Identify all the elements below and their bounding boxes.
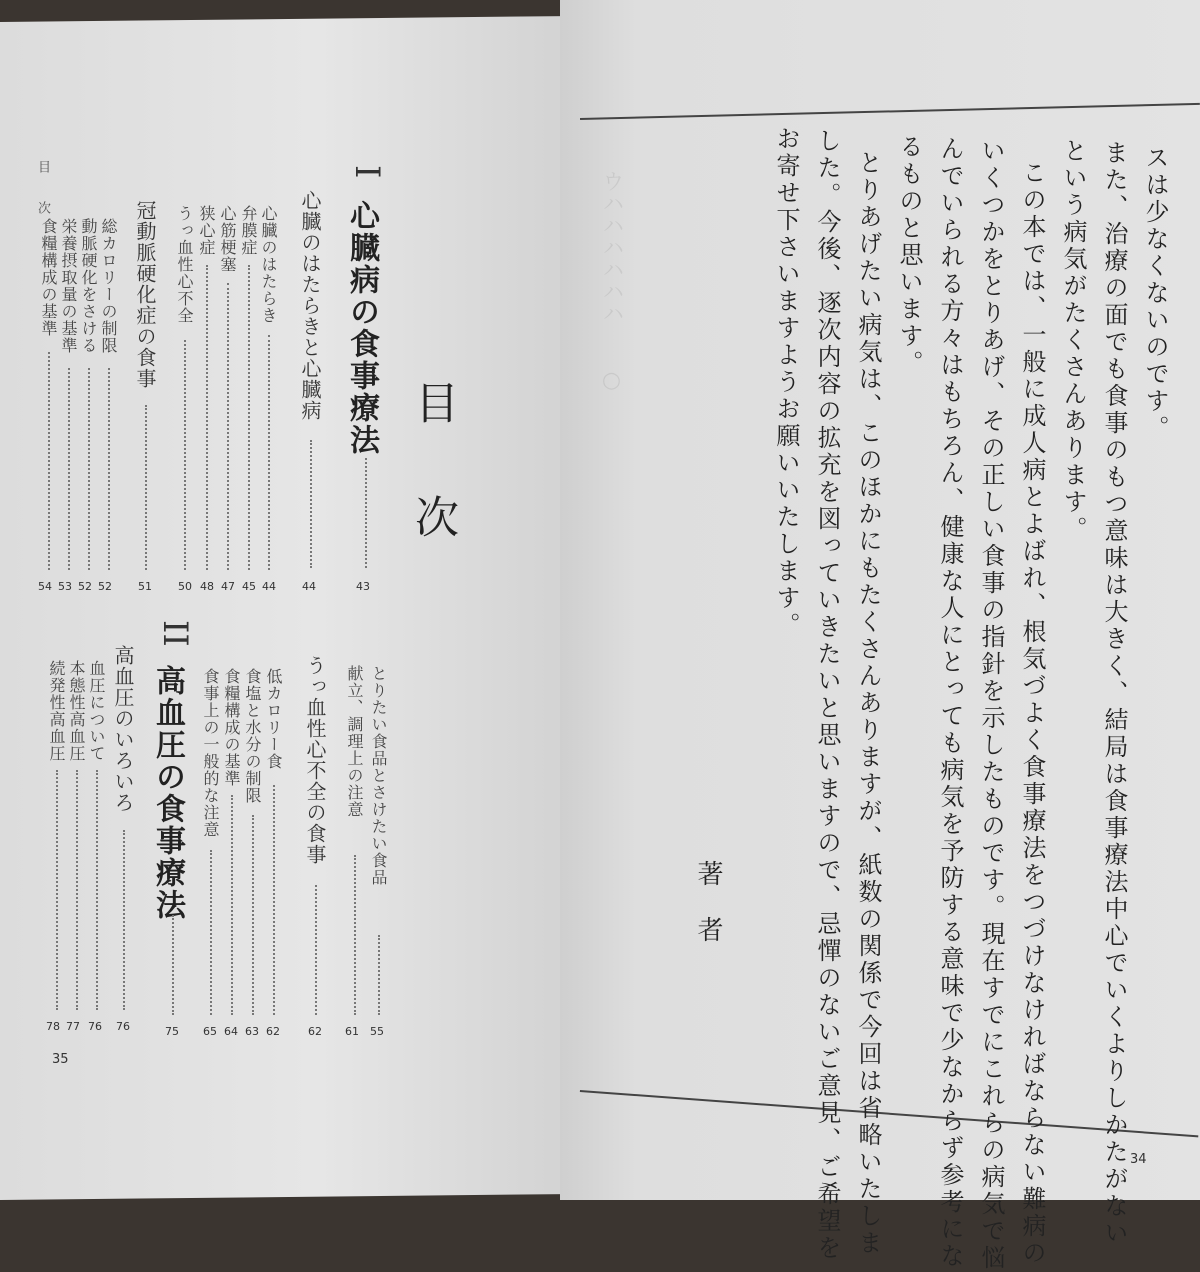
left-page-number: 35 bbox=[52, 1052, 69, 1067]
toc-item: 食事上の一般的な注意 bbox=[201, 668, 220, 838]
leader bbox=[315, 885, 317, 1015]
toc-title: 目次 bbox=[407, 380, 458, 608]
body-line: とりあげたい病気は、このほかにもたくさんありますが、紙数の関係で今回は省略いたしま bbox=[854, 150, 882, 1257]
leader bbox=[231, 795, 233, 1015]
toc-item: 食塩と水分の制限 bbox=[243, 668, 262, 804]
leader bbox=[273, 785, 275, 1015]
toc-item: 本態性高血圧 bbox=[67, 660, 86, 762]
toc-item: 血圧について bbox=[87, 660, 106, 762]
toc-item: 狭心症 bbox=[197, 205, 216, 256]
leader bbox=[48, 352, 50, 570]
leader bbox=[354, 855, 356, 1015]
left-page bbox=[0, 16, 578, 1200]
leader bbox=[145, 405, 147, 570]
page-number: 76 bbox=[116, 1020, 130, 1033]
page-number: 48 bbox=[200, 580, 214, 593]
page-number: 62 bbox=[266, 1025, 280, 1038]
leader bbox=[227, 283, 229, 570]
page-number: 64 bbox=[224, 1025, 238, 1038]
right-page-number: 34 bbox=[1130, 1152, 1147, 1167]
toc-item: 献立、調理上の注意 bbox=[345, 665, 364, 818]
body-line: スは少なくないのです。 bbox=[1141, 145, 1169, 442]
section-chf-diet: うっ血性心不全の食事 bbox=[303, 655, 327, 865]
page-number: 62 bbox=[308, 1025, 322, 1038]
page-number: 45 bbox=[242, 580, 256, 593]
section-coronary: 冠動脈硬化症の食事 bbox=[133, 200, 157, 389]
body-line: という病気がたくさんあります。 bbox=[1059, 138, 1087, 543]
body-line: んでいられる方々はもちろん、健康な人にとっても病気を予防する意味で少なからず参考にな bbox=[936, 136, 964, 1270]
toc-item: うっ血性心不全 bbox=[175, 205, 194, 324]
leader bbox=[310, 440, 312, 568]
page-number: 52 bbox=[98, 580, 112, 593]
part2-title: 高血圧の食事療法 bbox=[150, 665, 185, 921]
page-number: 76 bbox=[88, 1020, 102, 1033]
section-hypertension-types: 高血圧のいろいろ bbox=[111, 645, 135, 813]
body-line: いくつかをとりあげ、その正しい食事の指針を示したものです。現在すでにこれらの病気で悩 bbox=[977, 138, 1005, 1272]
leader bbox=[123, 830, 125, 1010]
leader bbox=[68, 368, 70, 570]
page-number: 78 bbox=[46, 1020, 60, 1033]
toc-item: 弁膜症 bbox=[239, 205, 258, 256]
body-line: した。今後、逐次内容の拡充を図っていきたいと思いますので、忌憚のないご意見、ご希望を bbox=[813, 128, 841, 1262]
leader bbox=[210, 850, 212, 1015]
part2-page: 75 bbox=[165, 1025, 179, 1038]
page-number: 54 bbox=[38, 580, 52, 593]
leader bbox=[252, 815, 254, 1015]
page-number: 50 bbox=[178, 580, 192, 593]
leader bbox=[248, 265, 250, 570]
toc-item: 食糧構成の基準 bbox=[222, 668, 241, 787]
toc-item: 動脈硬化をさける bbox=[79, 218, 98, 354]
page-number: 77 bbox=[66, 1020, 80, 1033]
leader bbox=[268, 335, 270, 570]
leader bbox=[88, 368, 90, 570]
page-number: 63 bbox=[245, 1025, 259, 1038]
page-number: 51 bbox=[138, 580, 152, 593]
leader bbox=[184, 340, 186, 570]
leader bbox=[206, 265, 208, 570]
show-through-text: ウハハハハハハ ○ bbox=[599, 170, 624, 525]
leader bbox=[96, 770, 98, 1010]
toc-item: 心筋梗塞 bbox=[218, 205, 237, 273]
leader bbox=[108, 368, 110, 570]
part1-title: 心臓病の食事療法 bbox=[344, 200, 379, 456]
body-line: るものと思います。 bbox=[895, 134, 923, 377]
leader bbox=[76, 770, 78, 1010]
page-number: 52 bbox=[78, 580, 92, 593]
page-number: 53 bbox=[58, 580, 72, 593]
part2-number: II bbox=[155, 620, 195, 647]
toc-item: 食糧構成の基準 bbox=[39, 218, 58, 337]
page-number: 47 bbox=[221, 580, 235, 593]
running-header: 目次 bbox=[35, 160, 50, 242]
page-number: 61 bbox=[345, 1025, 359, 1038]
toc-item: とりたい食品とさけたい食品 bbox=[369, 665, 388, 886]
part1-leader bbox=[365, 458, 367, 568]
page-number: 44 bbox=[262, 580, 276, 593]
toc-item: 心臓のはたらき bbox=[259, 205, 278, 324]
body-line: また、治療の面でも食事のもつ意味は大きく、結局は食事療法中心でいくよりしかたがない bbox=[1100, 140, 1128, 1247]
leader bbox=[56, 770, 58, 1010]
toc-item: 総カロリーの制限 bbox=[99, 218, 118, 354]
page-number: 65 bbox=[203, 1025, 217, 1038]
part2-leader bbox=[172, 915, 174, 1015]
body-line: お寄せ下さいますようお願いいたします。 bbox=[772, 126, 800, 639]
toc-item: 続発性高血圧 bbox=[47, 660, 66, 762]
toc-item: 低カロリー食 bbox=[264, 668, 283, 770]
toc-item: 栄養摂取量の基準 bbox=[59, 218, 78, 354]
part1-number: I bbox=[347, 165, 387, 179]
section-heart-function: 心臓のはたらきと心臓病 bbox=[298, 190, 322, 421]
part1-page: 43 bbox=[356, 580, 370, 593]
author-signature: 著者 bbox=[693, 860, 723, 972]
page-number: 55 bbox=[370, 1025, 384, 1038]
leader bbox=[378, 935, 380, 1015]
body-line: この本では、一般に成人病とよばれ、根気づよく食事療法をつづけなければならない難病の bbox=[1018, 160, 1046, 1267]
page-number: 44 bbox=[302, 580, 316, 593]
